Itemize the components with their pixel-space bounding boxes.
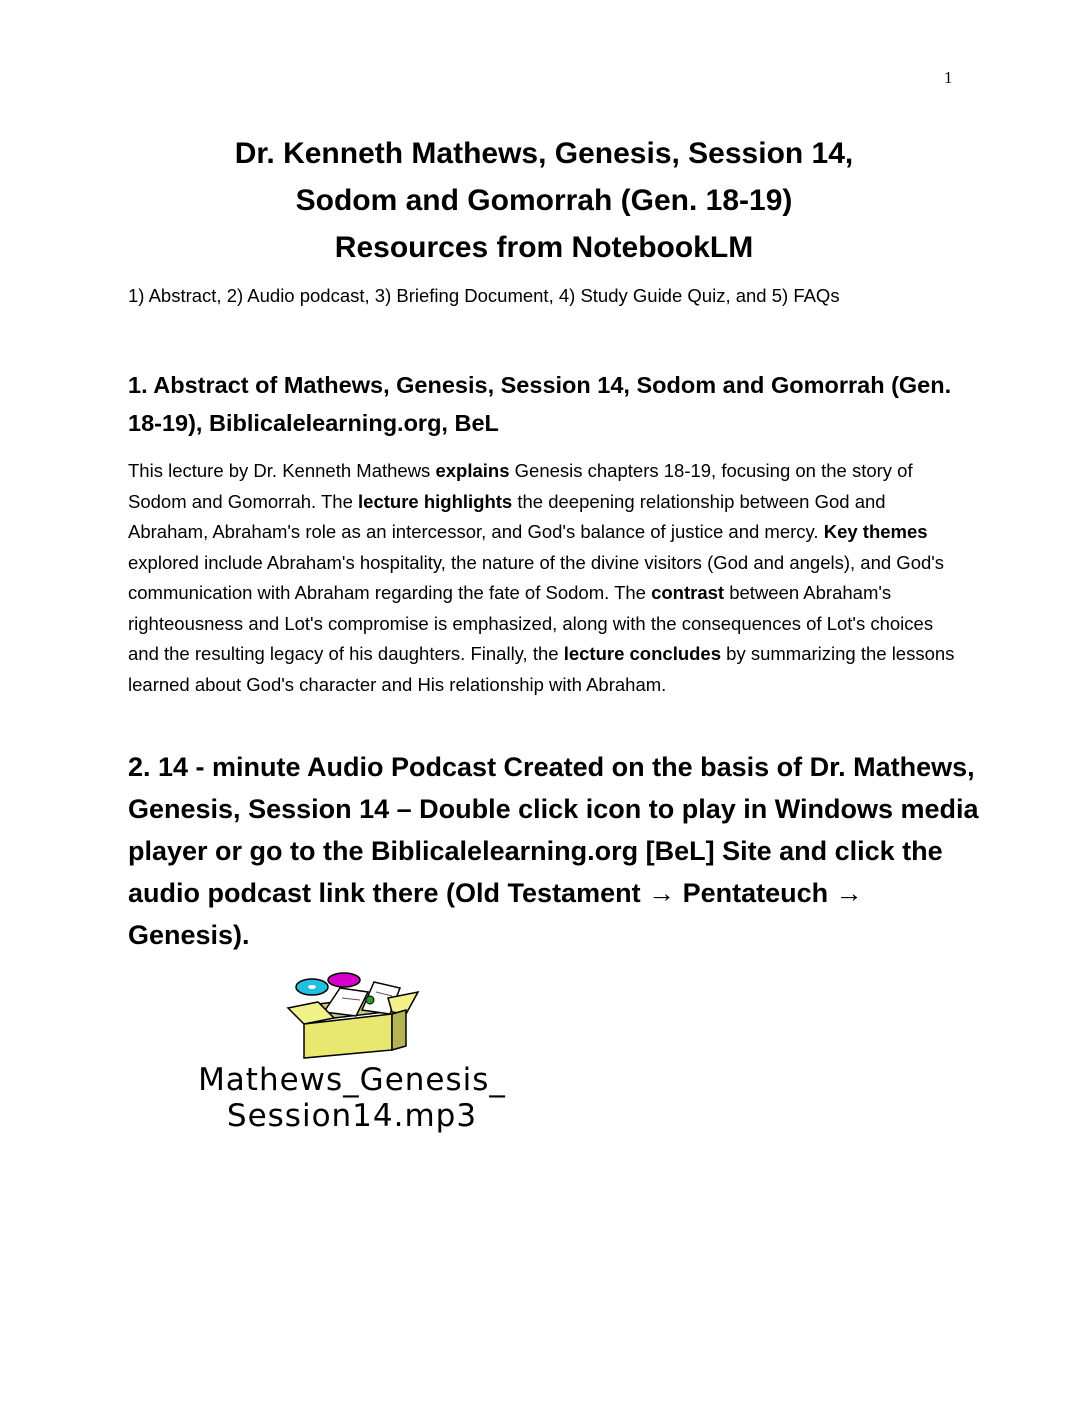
package-icon[interactable]: [282, 970, 424, 1060]
section2-heading-text: 2. 14 - minute Audio Podcast Created on the basis of Dr. Mathews, Genesis, Session 14 – Double click icon to play in Windows media player or go to the Biblicalelearning.org [BeL] Site and click the audio podcast link there (Old Testament: [128, 752, 979, 908]
document-title: [0, 130, 1088, 271]
media-label-line-2: Session14.mp3: [226, 1098, 478, 1134]
media-file-label[interactable]: [136, 1062, 568, 1134]
arrow-right-icon: →: [648, 878, 676, 908]
abstract-bold: lecture highlights: [358, 490, 513, 512]
section2-heading: [128, 746, 988, 956]
abstract-text: by summarizing the lessons learned about God's character and His relationship with Abraham.: [128, 643, 955, 695]
abstract-bold: lecture concludes: [563, 643, 722, 664]
contents-list: 1) Abstract, 2) Audio podcast, 3) Briefing Document, 4) Study Guide Quiz, and 5) FAQs: [128, 285, 840, 306]
abstract-text: between Abraham's righteousness and Lot's compromise is emphasized, along with the consequences of Lot's choices and the resulting legacy of his daughters. Finally, the: [128, 582, 934, 664]
title-line-1: Dr. Kenneth Mathews, Genesis, Session 14,: [234, 137, 854, 170]
abstract-bold: explains: [435, 460, 510, 481]
abstract-text: explored include Abraham's hospitality, the nature of the divine visitors (God and angels), and God's communication with Abraham regarding the fate of Sodom. The: [128, 551, 945, 603]
media-label-line-1: Mathews_Genesis_: [198, 1062, 506, 1098]
section2-heading-text: Pentateuch: [675, 878, 836, 908]
page-number: 1: [944, 68, 953, 87]
abstract-text: Genesis chapters 18-19, focusing on the story of Sodom and Gomorrah. The: [128, 460, 913, 512]
abstract-bold: Key themes: [823, 521, 928, 542]
abstract-text: This lecture by Dr. Kenneth Mathews: [128, 460, 436, 481]
title-line-2: Sodom and Gomorrah (Gen. 18-19): [295, 184, 793, 217]
abstract-text: the deepening relationship between God and Abraham, Abraham's role as an intercessor, and God's balance of justice and mercy.: [128, 490, 886, 542]
title-line-3: Resources from NotebookLM: [334, 231, 754, 264]
section1-heading: 1. Abstract of Mathews, Genesis, Session 14, Sodom and Gomorrah (Gen. 18-19), Biblicalelearning.org, BeL: [128, 372, 952, 436]
arrow-right-icon: →: [835, 878, 863, 908]
section2-heading-text: Genesis).: [128, 920, 250, 950]
abstract-bold: contrast: [651, 582, 725, 603]
abstract-paragraph: [128, 456, 963, 700]
